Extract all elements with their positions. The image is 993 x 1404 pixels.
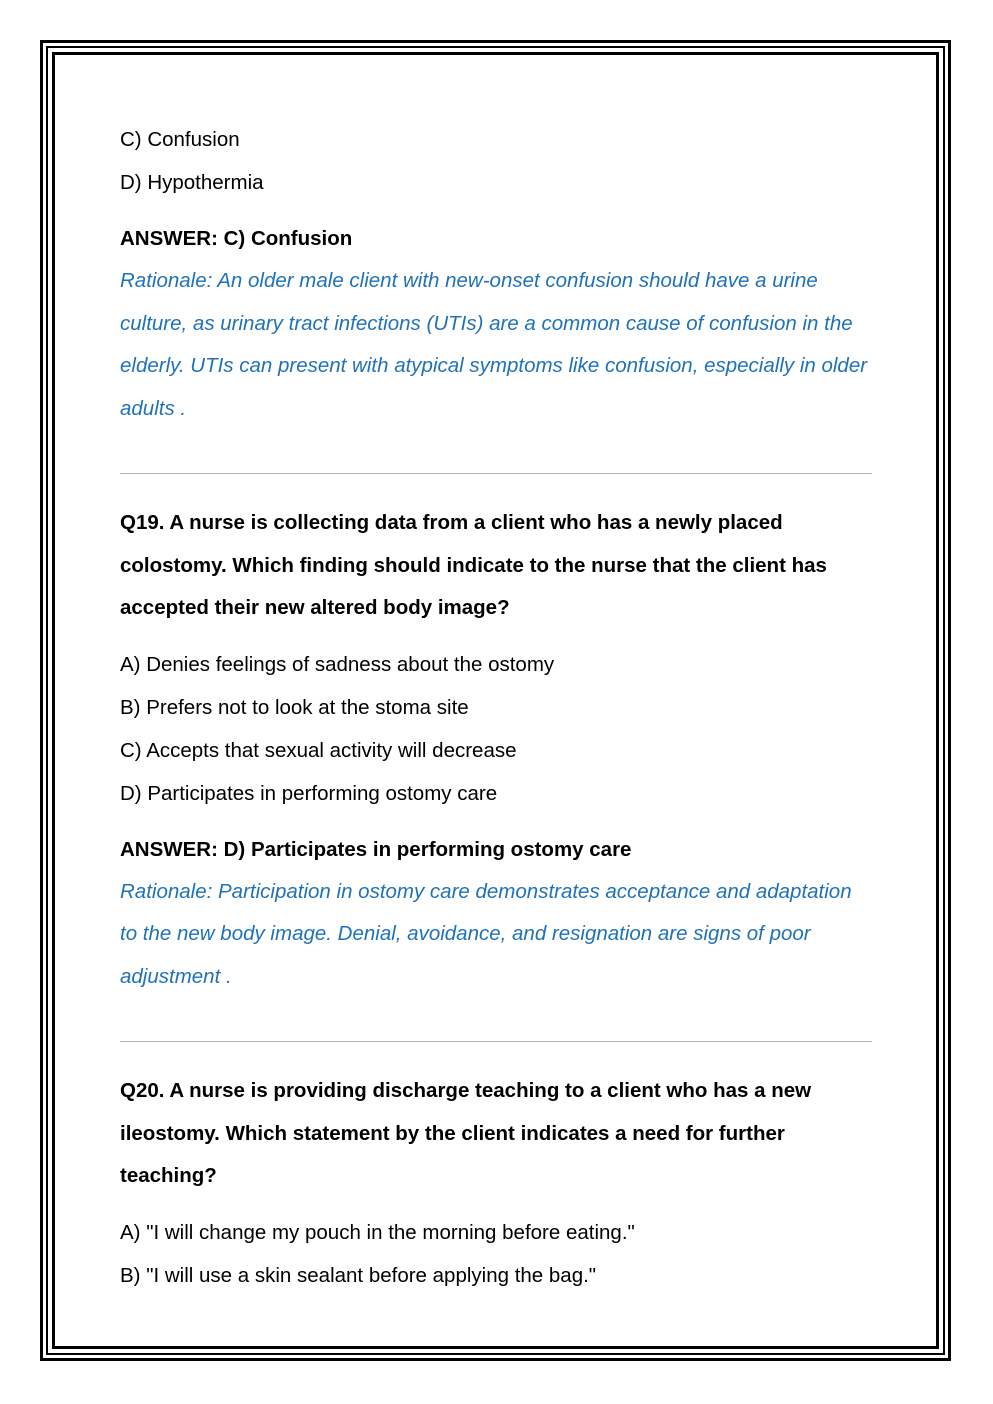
q19-option-a: A) Denies feelings of sadness about the ostomy	[120, 652, 555, 676]
q19-option-d: D) Participates in performing ostomy care	[120, 781, 498, 805]
q18-rationale: Rationale: An older male client with new-onset confusion should have a urine culture, as urinary tract infections (UTIs) are a common cause of confusion in the elderly. UTIs can present with atypical symptoms like confusion, especially in older adults .	[120, 269, 868, 420]
q18-answer: ANSWER: C) Confusion	[120, 227, 353, 250]
q20-option-b: B) "I will use a skin sealant before applying the bag."	[120, 1263, 597, 1287]
q18-option-c: C) Confusion	[120, 128, 240, 151]
q18-option-d: D) Hypothermia	[120, 171, 264, 194]
q19-option-b: B) Prefers not to look at the stoma site	[120, 695, 469, 719]
q19-question: Q19. A nurse is collecting data from a client who has a newly placed colostomy. Which finding should indicate to the nurse that the client has accepted their new altered body image?	[120, 511, 827, 619]
q20-question: Q20. A nurse is providing discharge teaching to a client who has a new ileostomy. Which statement by the client indicates a need for further teaching?	[120, 1079, 812, 1187]
q19-option-c: C) Accepts that sexual activity will decrease	[120, 738, 517, 762]
page-content	[120, 118, 872, 1297]
q19-answer: ANSWER: D) Participates in performing ostomy care	[120, 837, 632, 861]
q20-option-a: A) "I will change my pouch in the morning before eating."	[120, 1220, 635, 1244]
q19-rationale: Rationale: Participation in ostomy care demonstrates acceptance and adaptation to the new body image. Denial, avoidance, and resignation are signs of poor adjustment .	[120, 879, 852, 988]
